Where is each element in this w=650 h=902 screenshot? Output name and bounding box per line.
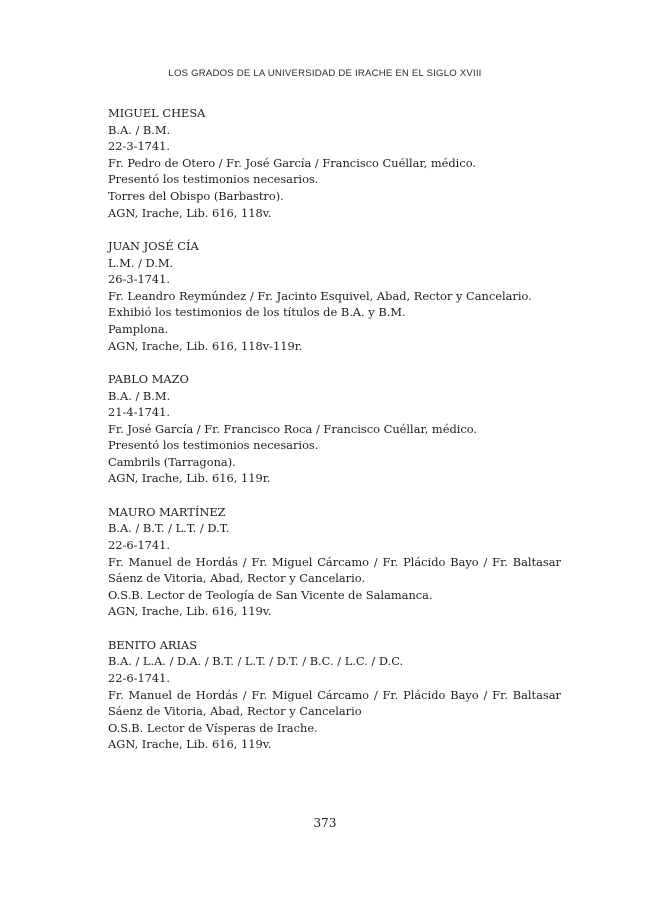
note: O.S.B. Lector de Vísperas de Irache. xyxy=(108,720,318,735)
page-number: 373 xyxy=(313,816,337,830)
examiners: Fr. José García / Fr. Francisco Roca / Francisco Cuéllar, médico. xyxy=(108,421,478,436)
note: Presentó los testimonios necesarios. xyxy=(108,438,319,453)
date: 21-4-1741. xyxy=(108,405,171,420)
origin: Pamplona. xyxy=(108,321,169,336)
note: O.S.B. Lector de Teología de San Vicente de Salamanca. xyxy=(108,587,433,602)
graduate-name: PABLO MAZO xyxy=(108,371,189,386)
archive-source: AGN, Irache, Lib. 616, 119v. xyxy=(108,604,272,619)
graduate-entry xyxy=(108,637,561,753)
degrees: B.A. / B.M. xyxy=(108,122,171,137)
examiners: Fr. Manuel de Hordás / Fr. Miguel Cárcamo / Fr. Plácido Bayo / Fr. Baltasar xyxy=(108,687,561,702)
examiners: Fr. Leandro Reymúndez / Fr. Jacinto Esquivel, Abad, Rector y Cancelario. xyxy=(108,288,532,303)
running-header: LOS GRADOS DE LA UNIVERSIDAD DE IRACHE EN EL SIGLO XVIII xyxy=(168,68,482,79)
graduate-name: MAURO MARTÍNEZ xyxy=(108,504,226,519)
examiners: Fr. Manuel de Hordás / Fr. Miguel Cárcamo / Fr. Plácido Bayo / Fr. Baltasar xyxy=(108,554,561,569)
graduate-name: BENITO ARIAS xyxy=(108,637,198,652)
archive-source: AGN, Irache, Lib. 616, 119r. xyxy=(108,471,271,486)
graduate-entry xyxy=(108,371,561,487)
graduate-entry xyxy=(108,238,561,354)
examiners-continued: Sáenz de Vitoria, Abad, Rector y Cancelario xyxy=(108,704,362,719)
degrees: B.A. / B.T. / L.T. / D.T. xyxy=(108,521,230,536)
archive-source: AGN, Irache, Lib. 616, 118v-119r. xyxy=(108,338,303,353)
degrees: B.A. / L.A. / D.A. / B.T. / L.T. / D.T. / B.C. / L.C. / D.C. xyxy=(108,654,404,669)
graduate-name: MIGUEL CHESA xyxy=(108,106,206,120)
origin: Cambrils (Tarragona). xyxy=(108,454,236,469)
graduate-name: JUAN JOSÉ CÍA xyxy=(108,238,199,253)
date: 22-6-1741. xyxy=(108,671,171,685)
degrees: B.A. / B.M. xyxy=(108,388,171,403)
degrees: L.M. / D.M. xyxy=(108,255,174,270)
note: Presentó los testimonios necesarios. xyxy=(108,172,319,187)
origin: Torres del Obispo (Barbastro). xyxy=(108,188,284,203)
graduate-entry xyxy=(108,105,561,221)
note: Exhibió los testimonios de los títulos de B.A. y B.M. xyxy=(108,305,406,320)
date: 22-3-1741. xyxy=(108,139,171,154)
examiners: Fr. Pedro de Otero / Fr. José García / Francisco Cuéllar, médico. xyxy=(108,155,476,170)
examiners-continued: Sáenz de Vitoria, Abad, Rector y Cancelario. xyxy=(108,571,366,586)
archive-source: AGN, Irache, Lib. 616, 119v. xyxy=(108,737,272,752)
date: 26-3-1741. xyxy=(108,272,171,287)
graduate-entry xyxy=(108,504,561,620)
entry-list xyxy=(108,105,561,770)
archive-source: AGN, Irache, Lib. 616, 118v. xyxy=(108,205,272,220)
date: 22-6-1741. xyxy=(108,538,171,553)
